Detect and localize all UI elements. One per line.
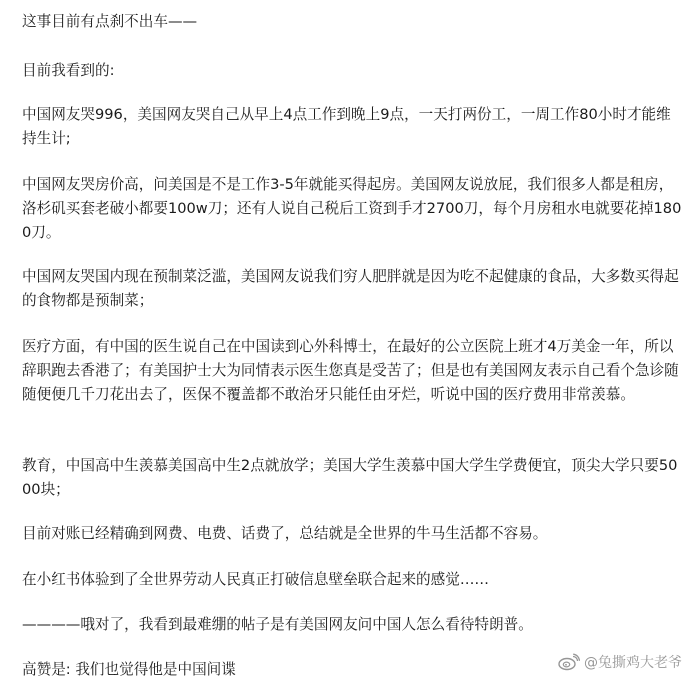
- paragraph: 目前对账已经精确到网费、电费、话费了，总结就是全世界的牛马生活都不容易。: [22, 525, 548, 542]
- weibo-logo-icon: [558, 653, 580, 671]
- paragraph: ————哦对了，我看到最难绷的帖子是有美国网友问中国人怎么看待特朗普。: [22, 616, 533, 633]
- paragraph: 教育，中国高中生羡慕美国高中生2点就放学；美国大学生羡慕中国大学生学费便宜，顶尖大学只要5000块；: [22, 457, 678, 498]
- paragraph: 高赞是: 我们也觉得他是中国间谍: [22, 661, 236, 678]
- paragraph: 中国网友哭996，美国网友哭自己从早上4点工作到晚上9点，一天打两份工，一周工作80小时才能维持生计;: [22, 106, 671, 147]
- paragraph: 中国网友哭国内现在预制菜泛滥，美国网友说我们穷人肥胖就是因为吃不起健康的食品，大多数买得起的食物都是预制菜；: [22, 268, 679, 309]
- watermark: [558, 652, 682, 672]
- paragraph: 医疗方面，有中国的医生说自己在中国读到心外科博士，在最好的公立医院上班才4万美金一年，所以辞职跑去香港了；有美国护士大为同情表示医生您真是受苦了；但是也有美国网友表示自己看个急诊随随便便几千刀花出去了，医保不覆盖都不敢治牙只能任由牙烂，听说中国的医疗费用非常羡慕。: [22, 338, 679, 403]
- paragraph: 目前我看到的:: [22, 62, 115, 79]
- paragraph: 这事目前有点刹不出车——: [22, 13, 198, 30]
- paragraph: 在小红书体验到了全世界劳动人民真正打破信息壁垒联合起来的感觉……: [22, 571, 490, 588]
- paragraph: 中国网友哭房价高，问美国是不是工作3-5年就能买得起房。美国网友说放屁，我们很多人都是租房，洛杉矶买套老破小都要100w刀；还有人说自己税后工资到手才2700刀，每个月房租水电就要花掉1800刀。: [22, 176, 682, 241]
- watermark-text: @兔撕鸡大老爷: [584, 655, 682, 671]
